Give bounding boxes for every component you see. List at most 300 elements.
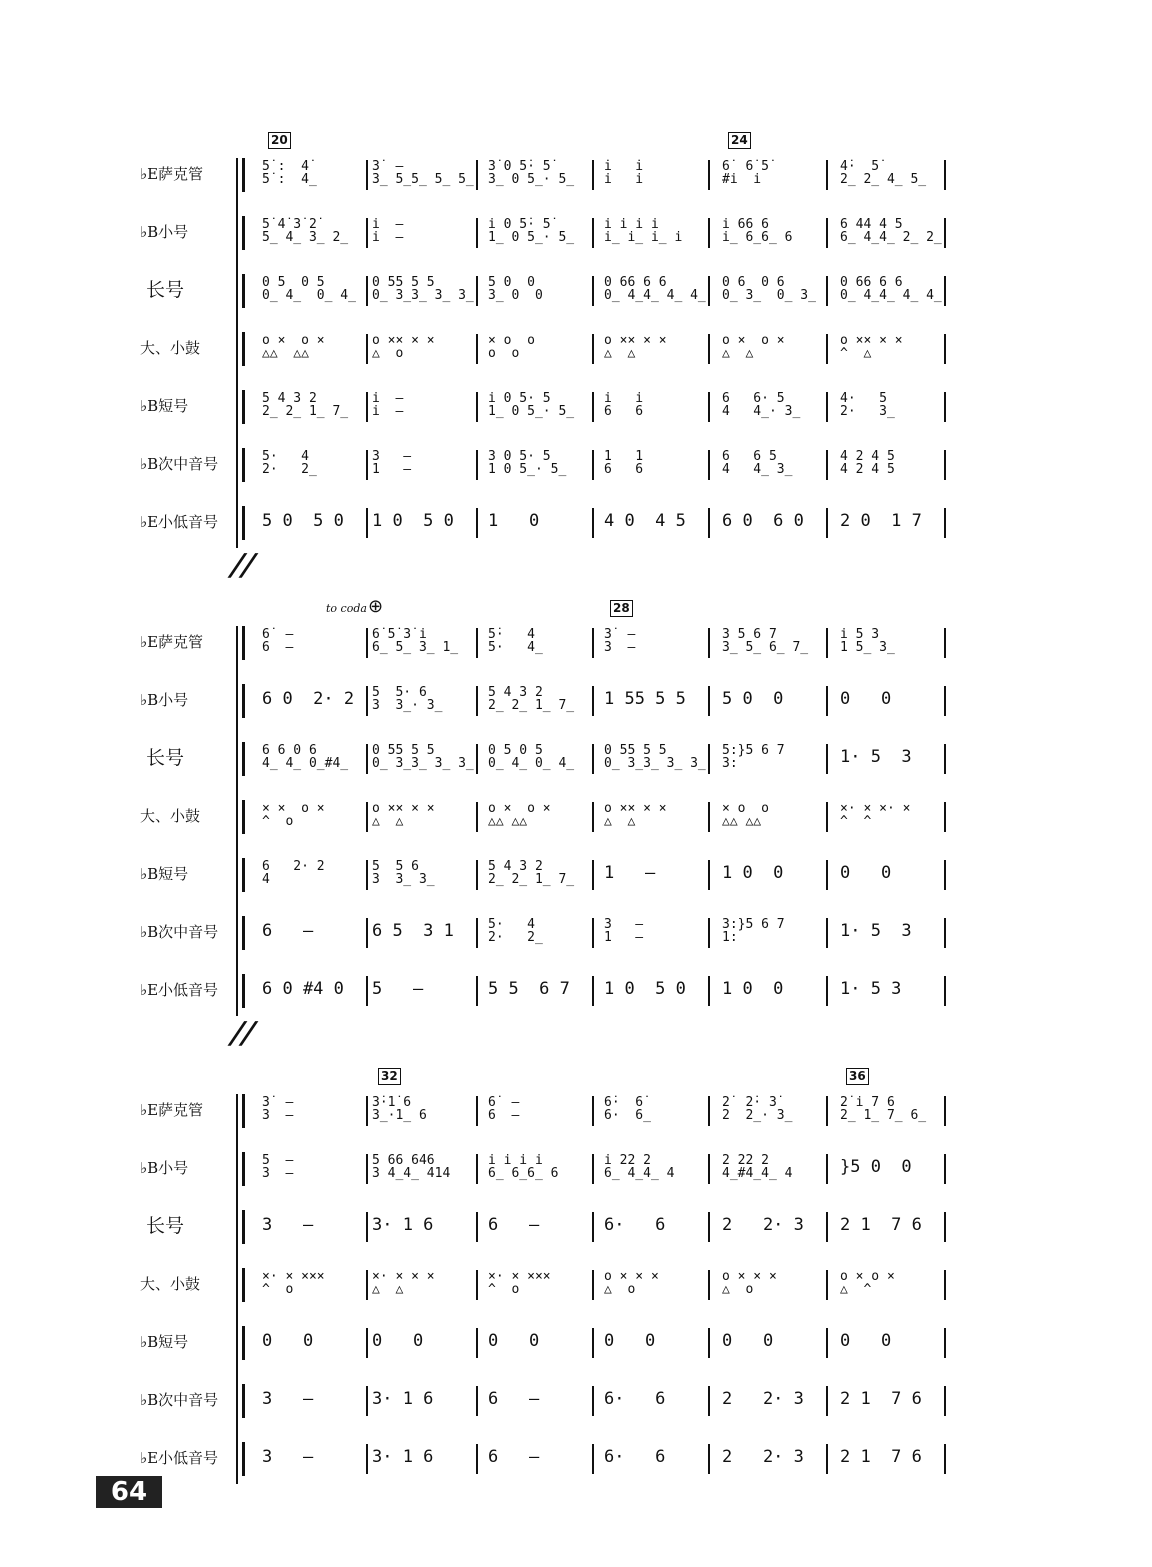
bar-line: [476, 628, 478, 658]
bar-line: [708, 1270, 710, 1300]
bar-line: [476, 802, 478, 832]
measure-notation: ×· × ××× ^ o: [488, 1269, 551, 1297]
bar-line: [708, 450, 710, 480]
measure-notation: 4 2 4 5 4 2 4 5: [840, 449, 895, 477]
measure-notation: 3 – 1 –: [604, 917, 644, 945]
staff-bracket: [242, 448, 245, 482]
measure-notation: 3̇ – 3 –: [604, 627, 636, 655]
bar-line: [944, 450, 946, 480]
measure-notation: o ×× × × ^ △: [840, 333, 903, 361]
measure-notation: 5 0 0 3̲ 0 0: [488, 275, 543, 303]
measure-notation: 3̇ – 3̲ 5̲5̲ 5̲ 5̲: [372, 159, 474, 187]
measure-notation: 5̇ : 4̇ 5̇ : 4̲: [262, 159, 317, 187]
bar-line: [592, 218, 594, 248]
bar-line: [944, 686, 946, 716]
system-line: [236, 158, 238, 548]
instrument-label: 大、小鼓: [140, 807, 201, 825]
measure-notation: ×· × ××× ^ o: [262, 1269, 325, 1297]
measure-notation: 1 0 5 0: [372, 511, 454, 531]
measure-notation: 5· 4 2· 2̲: [488, 917, 543, 945]
staff-bracket: [242, 1326, 245, 1360]
staff-row: [0, 444, 1152, 502]
measure-notation: 5 – 3 –: [262, 1153, 294, 1181]
measure-notation: 0 55 5 5 0̲ 3̲3̲ 3̲ 3̲: [604, 743, 706, 771]
measure-notation: ×· × ×· × ^ ^: [840, 801, 911, 829]
bar-line: [592, 1212, 594, 1242]
bar-line: [826, 686, 828, 716]
measure-notation: 3 –: [262, 1215, 314, 1235]
measure-notation: 3:}5 6 7 1:: [722, 917, 785, 945]
measure-notation: 4̇· 5̇ 2̲ 2̲ 4̲ 5̲: [840, 159, 927, 187]
coda-icon: ⊕: [368, 596, 384, 617]
measure-notation: 1· 5 3: [840, 747, 912, 767]
section-break-mark: //: [225, 548, 261, 583]
bar-line: [592, 334, 594, 364]
measure-notation: 3· 1 6: [372, 1389, 434, 1409]
bar-line: [476, 686, 478, 716]
bar-line: [826, 334, 828, 364]
bar-line: [708, 628, 710, 658]
staff-bracket: [242, 332, 245, 366]
instrument-label: 长号: [146, 1215, 185, 1237]
measure-notation: i 22 2 6̲ 4̲4̲ 4: [604, 1153, 675, 1181]
measure-notation: o ×× × × △ o: [372, 333, 435, 361]
measure-notation: 6 6· 5 4 4̲· 3̲: [722, 391, 801, 419]
measure-notation: 6 –: [262, 921, 314, 941]
measure-notation: 0 0: [840, 1331, 892, 1351]
measure-notation: 1 –: [604, 863, 656, 883]
staff-row: [0, 680, 1152, 738]
instrument-label: ♭B次中音号: [140, 1391, 219, 1409]
measure-notation: 2 2· 3: [722, 1447, 804, 1467]
measure-notation: 0 5 0 5 0̲ 4̲ 0̲ 4̲: [488, 743, 575, 771]
instrument-label: ♭B短号: [140, 397, 189, 415]
bar-line: [944, 1154, 946, 1184]
bar-line: [592, 450, 594, 480]
bar-line: [826, 218, 828, 248]
bar-line: [944, 976, 946, 1006]
staff-bracket: [242, 1442, 245, 1476]
measure-notation: i 66 6 i̲ 6̲6̲ 6: [722, 217, 793, 245]
measure-notation: × × o × ^ o: [262, 801, 325, 829]
instrument-label: ♭E小低音号: [140, 513, 219, 531]
measure-notation: 6̇· 6̇ 6· 6̲: [604, 1095, 651, 1123]
staff-row: [0, 738, 1152, 796]
bar-line: [592, 1096, 594, 1126]
bar-line: [592, 860, 594, 890]
measure-notation: 5 0 0: [722, 689, 784, 709]
measure-notation: i 0 5̇· 5̇ 1̲ 0 5̲· 5̲: [488, 217, 575, 245]
measure-notation: i̇ i̇ i i: [604, 159, 644, 187]
rehearsal-mark: 36: [846, 1068, 869, 1085]
measure-notation: 2 2· 3: [722, 1389, 804, 1409]
measure-notation: 0 0: [372, 1331, 424, 1351]
bar-line: [826, 744, 828, 774]
rehearsal-mark: 32: [378, 1068, 401, 1085]
bar-line: [708, 1212, 710, 1242]
bar-line: [826, 392, 828, 422]
staff-row: [0, 1438, 1152, 1496]
staff-row: [0, 1148, 1152, 1206]
bar-line: [592, 1270, 594, 1300]
rehearsal-mark: 24: [728, 132, 751, 149]
staff-bracket: [242, 974, 245, 1008]
bar-line: [826, 508, 828, 538]
measure-notation: i – i –: [372, 391, 404, 419]
measure-notation: 6 5 3 1: [372, 921, 454, 941]
measure-notation: 6̇ 6̇ 5̇ #i i: [722, 159, 769, 187]
measure-notation: 0 0: [840, 863, 892, 883]
instrument-label: 长号: [146, 747, 185, 769]
measure-notation: 5̇· 4 5· 4̲: [488, 627, 543, 655]
measure-notation: 3 0 5· 5 1 0 5̲· 5̲: [488, 449, 567, 477]
measure-notation: 2 22 2 4̲#4̲4̲ 4: [722, 1153, 793, 1181]
bar-line: [366, 218, 368, 248]
measure-notation: 1· 5 3: [840, 979, 902, 999]
staff-row: [0, 1264, 1152, 1322]
staff-bracket: [242, 742, 245, 776]
bar-line: [592, 744, 594, 774]
bar-line: [366, 1270, 368, 1300]
measure-notation: 5 4 3 2 2̲ 2̲ 1̲ 7̲: [262, 391, 349, 419]
bar-line: [826, 1096, 828, 1126]
bar-line: [476, 392, 478, 422]
measure-notation: 6 –: [488, 1215, 540, 1235]
instrument-label: 大、小鼓: [140, 339, 201, 357]
bar-line: [592, 1444, 594, 1474]
bar-line: [826, 976, 828, 1006]
measure-notation: 5· 4 2· 2̲: [262, 449, 317, 477]
bar-line: [944, 1386, 946, 1416]
measure-notation: 0 0: [604, 1331, 656, 1351]
page-number: 64: [96, 1476, 162, 1508]
measure-notation: 6 0 6 0: [722, 511, 804, 531]
bar-line: [944, 1096, 946, 1126]
staff-bracket: [242, 1268, 245, 1302]
bar-line: [826, 450, 828, 480]
measure-notation: 5 0 5 0: [262, 511, 344, 531]
measure-notation: 0 66 6 6 0̲ 4̲4̲ 4̲ 4̲: [604, 275, 706, 303]
measure-notation: 2 1 7 6: [840, 1215, 922, 1235]
bar-line: [366, 1096, 368, 1126]
bar-line: [826, 1212, 828, 1242]
bar-line: [826, 1270, 828, 1300]
measure-notation: × o o o o: [488, 333, 535, 361]
measure-notation: o × × × △ o: [722, 1269, 777, 1297]
measure-notation: 0 55 5 5 0̲ 3̲3̲ 3̲ 3̲: [372, 743, 474, 771]
bar-line: [476, 1444, 478, 1474]
bar-line: [708, 1154, 710, 1184]
instrument-label: ♭E小低音号: [140, 1449, 219, 1467]
instrument-label: ♭E萨克管: [140, 633, 204, 651]
bar-line: [708, 160, 710, 190]
bar-line: [944, 918, 946, 948]
bar-line: [592, 1154, 594, 1184]
system-line: [236, 626, 238, 1016]
instrument-label: ♭E萨克管: [140, 165, 204, 183]
instrument-label: ♭B短号: [140, 1333, 189, 1351]
staff-row: [0, 854, 1152, 912]
bar-line: [366, 1444, 368, 1474]
section-break-mark: //: [225, 1016, 261, 1051]
bar-line: [826, 160, 828, 190]
measure-notation: 2 2· 3: [722, 1215, 804, 1235]
bar-line: [826, 1154, 828, 1184]
bar-line: [366, 860, 368, 890]
bar-line: [366, 802, 368, 832]
measure-notation: 6 –: [488, 1447, 540, 1467]
bar-line: [592, 976, 594, 1006]
staff-bracket: [242, 1094, 245, 1128]
bar-line: [476, 1154, 478, 1184]
measure-notation: 6 6 0 6 4̲ 4̲ 0̲#4̲: [262, 743, 349, 771]
measure-notation: o × o × △△ △△: [262, 333, 325, 361]
staff-row: [0, 1322, 1152, 1380]
bar-line: [708, 218, 710, 248]
measure-notation: 6 44 4 5 6̲ 4̲4̲ 2̲ 2̲: [840, 217, 942, 245]
measure-notation: × o o △△ △△: [722, 801, 769, 829]
bar-line: [826, 918, 828, 948]
bar-line: [476, 160, 478, 190]
bar-line: [366, 628, 368, 658]
bar-line: [476, 918, 478, 948]
bar-line: [708, 276, 710, 306]
measure-notation: i i i i 6̲ 6̲6̲ 6: [488, 1153, 559, 1181]
measure-notation: o × × × △ o: [604, 1269, 659, 1297]
measure-notation: 2 0 1 7: [840, 511, 922, 531]
staff-bracket: [242, 1152, 245, 1186]
staff-bracket: [242, 800, 245, 834]
bar-line: [944, 802, 946, 832]
coda-text: to coda: [326, 602, 367, 615]
measure-notation: 6̇ – 6 –: [488, 1095, 520, 1123]
measure-notation: 6· 6: [604, 1389, 666, 1409]
measure-notation: 5 66 646 3 4̲4̲ 414: [372, 1153, 451, 1181]
bar-line: [708, 508, 710, 538]
staff-row: [0, 622, 1152, 680]
measure-notation: 6· 6: [604, 1215, 666, 1235]
bar-line: [592, 392, 594, 422]
bar-line: [366, 976, 368, 1006]
measure-notation: 1 0: [488, 511, 540, 531]
bar-line: [708, 1096, 710, 1126]
staff-row: [0, 796, 1152, 854]
instrument-label: ♭B小号: [140, 1159, 189, 1177]
bar-line: [944, 1270, 946, 1300]
measure-notation: 2̇ i 7 6 2̲ 1̲ 7̲ 6̲: [840, 1095, 927, 1123]
measure-notation: o ×× × × △ △: [604, 801, 667, 829]
measure-notation: 1· 5 3: [840, 921, 912, 941]
measure-notation: 6 0 #4 0: [262, 979, 344, 999]
instrument-label: ♭E萨克管: [140, 1101, 204, 1119]
bar-line: [366, 1386, 368, 1416]
staff-bracket: [242, 626, 245, 660]
bar-line: [476, 508, 478, 538]
measure-notation: 6 2· 2 4: [262, 859, 325, 887]
staff-row: [0, 212, 1152, 270]
measure-notation: 0 66 6 6 0̲ 4̲4̲ 4̲ 4̲: [840, 275, 942, 303]
rehearsal-mark: 28: [610, 600, 633, 617]
score-system: [0, 1066, 1152, 1512]
measure-notation: i i 6 6: [604, 391, 644, 419]
measure-notation: 0 55 5 5 0̲ 3̲3̲ 3̲ 3̲: [372, 275, 474, 303]
measure-notation: 0 0: [488, 1331, 540, 1351]
measure-notation: 0 6 0 6 0̲ 3̲ 0̲ 3̲: [722, 275, 816, 303]
staff-row: [0, 970, 1152, 1028]
measure-notation: }5 0 0: [840, 1157, 912, 1177]
bar-line: [592, 686, 594, 716]
measure-notation: i 0 5· 5 1̲ 0 5̲· 5̲: [488, 391, 575, 419]
instrument-label: ♭B次中音号: [140, 923, 219, 941]
measure-notation: 4· 5 2· 3̲: [840, 391, 895, 419]
bar-line: [476, 1386, 478, 1416]
bar-line: [592, 1386, 594, 1416]
bar-line: [708, 1444, 710, 1474]
bar-line: [476, 276, 478, 306]
bar-line: [708, 392, 710, 422]
bar-line: [944, 218, 946, 248]
staff-bracket: [242, 916, 245, 950]
measure-notation: 5 5 6 7: [488, 979, 570, 999]
staff-bracket: [242, 216, 245, 250]
bar-line: [944, 1444, 946, 1474]
staff-row: [0, 1380, 1152, 1438]
bar-line: [366, 1154, 368, 1184]
bar-line: [366, 450, 368, 480]
measure-notation: 5̇ 4̇ 3̇ 2̇ 5̲ 4̲ 3̲ 2̲: [262, 217, 349, 245]
bar-line: [476, 976, 478, 1006]
bar-line: [944, 160, 946, 190]
bar-line: [708, 918, 710, 948]
bar-line: [944, 744, 946, 774]
staff-bracket: [242, 1210, 245, 1244]
score-system: [0, 598, 1152, 1044]
measure-notation: 2 1 7 6: [840, 1389, 922, 1409]
bar-line: [366, 918, 368, 948]
measure-notation: 6 –: [488, 1389, 540, 1409]
bar-line: [476, 334, 478, 364]
bar-line: [944, 628, 946, 658]
measure-notation: 3̇ – 3 –: [262, 1095, 294, 1123]
bar-line: [476, 1328, 478, 1358]
bar-line: [592, 918, 594, 948]
measure-notation: 4 0 4 5: [604, 511, 686, 531]
measure-notation: 3 5 6 7 3̲ 5̲ 6̲ 7̲: [722, 627, 809, 655]
staff-row: [0, 328, 1152, 386]
measure-notation: 2̇ 2̇· 3̇ 2 2̲· 3̲: [722, 1095, 793, 1123]
bar-line: [592, 802, 594, 832]
bar-line: [944, 392, 946, 422]
bar-line: [944, 1212, 946, 1242]
measure-notation: o ×× × × △ △: [604, 333, 667, 361]
measure-notation: 0 0: [262, 1331, 314, 1351]
bar-line: [944, 334, 946, 364]
measure-notation: 6̇ 5̇ 3̇ i 6̲ 5̲ 3̲ 1̲: [372, 627, 459, 655]
measure-notation: o ×× × × △ △: [372, 801, 435, 829]
bar-line: [366, 276, 368, 306]
staff-row: [0, 1206, 1152, 1264]
measure-notation: 1 55 5 5: [604, 689, 686, 709]
measure-notation: i 5 3 1 5̲ 3̲: [840, 627, 895, 655]
staff-row: [0, 270, 1152, 328]
measure-notation: o × o × △ △: [722, 333, 785, 361]
instrument-label: ♭B小号: [140, 691, 189, 709]
bar-line: [476, 744, 478, 774]
measure-notation: 3 –: [262, 1447, 314, 1467]
bar-line: [708, 860, 710, 890]
measure-notation: 1 0 0: [722, 863, 784, 883]
bar-line: [592, 1328, 594, 1358]
measure-notation: 3̇·1̇ 6 3̲·1̲ 6: [372, 1095, 427, 1123]
staff-row: [0, 502, 1152, 560]
bar-line: [826, 802, 828, 832]
measure-notation: i – i –: [372, 217, 404, 245]
bar-line: [476, 218, 478, 248]
staff-bracket: [242, 684, 245, 718]
measure-notation: 0 0: [840, 689, 892, 709]
bar-line: [826, 1328, 828, 1358]
measure-notation: 0 5 0 5 0̲ 4̲ 0̲ 4̲: [262, 275, 356, 303]
bar-line: [944, 508, 946, 538]
bar-line: [708, 334, 710, 364]
measure-notation: o × o × △△ △△: [488, 801, 551, 829]
bar-line: [826, 1386, 828, 1416]
instrument-label: ♭E小低音号: [140, 981, 219, 999]
bar-line: [826, 628, 828, 658]
measure-notation: 6 6 5 4 4̲ 3̲: [722, 449, 793, 477]
staff-bracket: [242, 158, 245, 192]
measure-notation: 0 0: [722, 1331, 774, 1351]
bar-line: [944, 1328, 946, 1358]
measure-notation: 2 1 7 6: [840, 1447, 922, 1467]
staff-row: [0, 1090, 1152, 1148]
bar-line: [944, 860, 946, 890]
measure-notation: 3 – 1 –: [372, 449, 412, 477]
measure-notation: 5:}5 6 7 3:: [722, 743, 785, 771]
staff-bracket: [242, 274, 245, 308]
bar-line: [476, 1096, 478, 1126]
measure-notation: 5 4 3 2 2̲ 2̲ 1̲ 7̲: [488, 685, 575, 713]
instrument-label: 大、小鼓: [140, 1275, 201, 1293]
system-line: [236, 1094, 238, 1484]
bar-line: [592, 628, 594, 658]
bar-line: [366, 160, 368, 190]
bar-line: [366, 508, 368, 538]
measure-notation: ×· × × × △ △: [372, 1269, 435, 1297]
score-system: [0, 130, 1152, 576]
measure-notation: 5 5· 6 3 3̲· 3̲: [372, 685, 443, 713]
bar-line: [366, 686, 368, 716]
bar-line: [592, 508, 594, 538]
bar-line: [476, 1270, 478, 1300]
bar-line: [826, 860, 828, 890]
instrument-label: ♭B小号: [140, 223, 189, 241]
measure-notation: 3 –: [262, 1389, 314, 1409]
bar-line: [708, 744, 710, 774]
staff-row: [0, 912, 1152, 970]
measure-notation: 3· 1 6: [372, 1215, 434, 1235]
bar-line: [366, 1328, 368, 1358]
measure-notation: 3· 1 6: [372, 1447, 434, 1467]
measure-notation: i i i i i̲ i̲ i̲ i: [604, 217, 683, 245]
measure-notation: 1 0 5 0: [604, 979, 686, 999]
bar-line: [826, 276, 828, 306]
measure-notation: 1 1 6 6: [604, 449, 644, 477]
instrument-label: ♭B次中音号: [140, 455, 219, 473]
measure-notation: 6 0 2· 2: [262, 689, 355, 709]
staff-bracket: [242, 506, 245, 540]
bar-line: [366, 392, 368, 422]
